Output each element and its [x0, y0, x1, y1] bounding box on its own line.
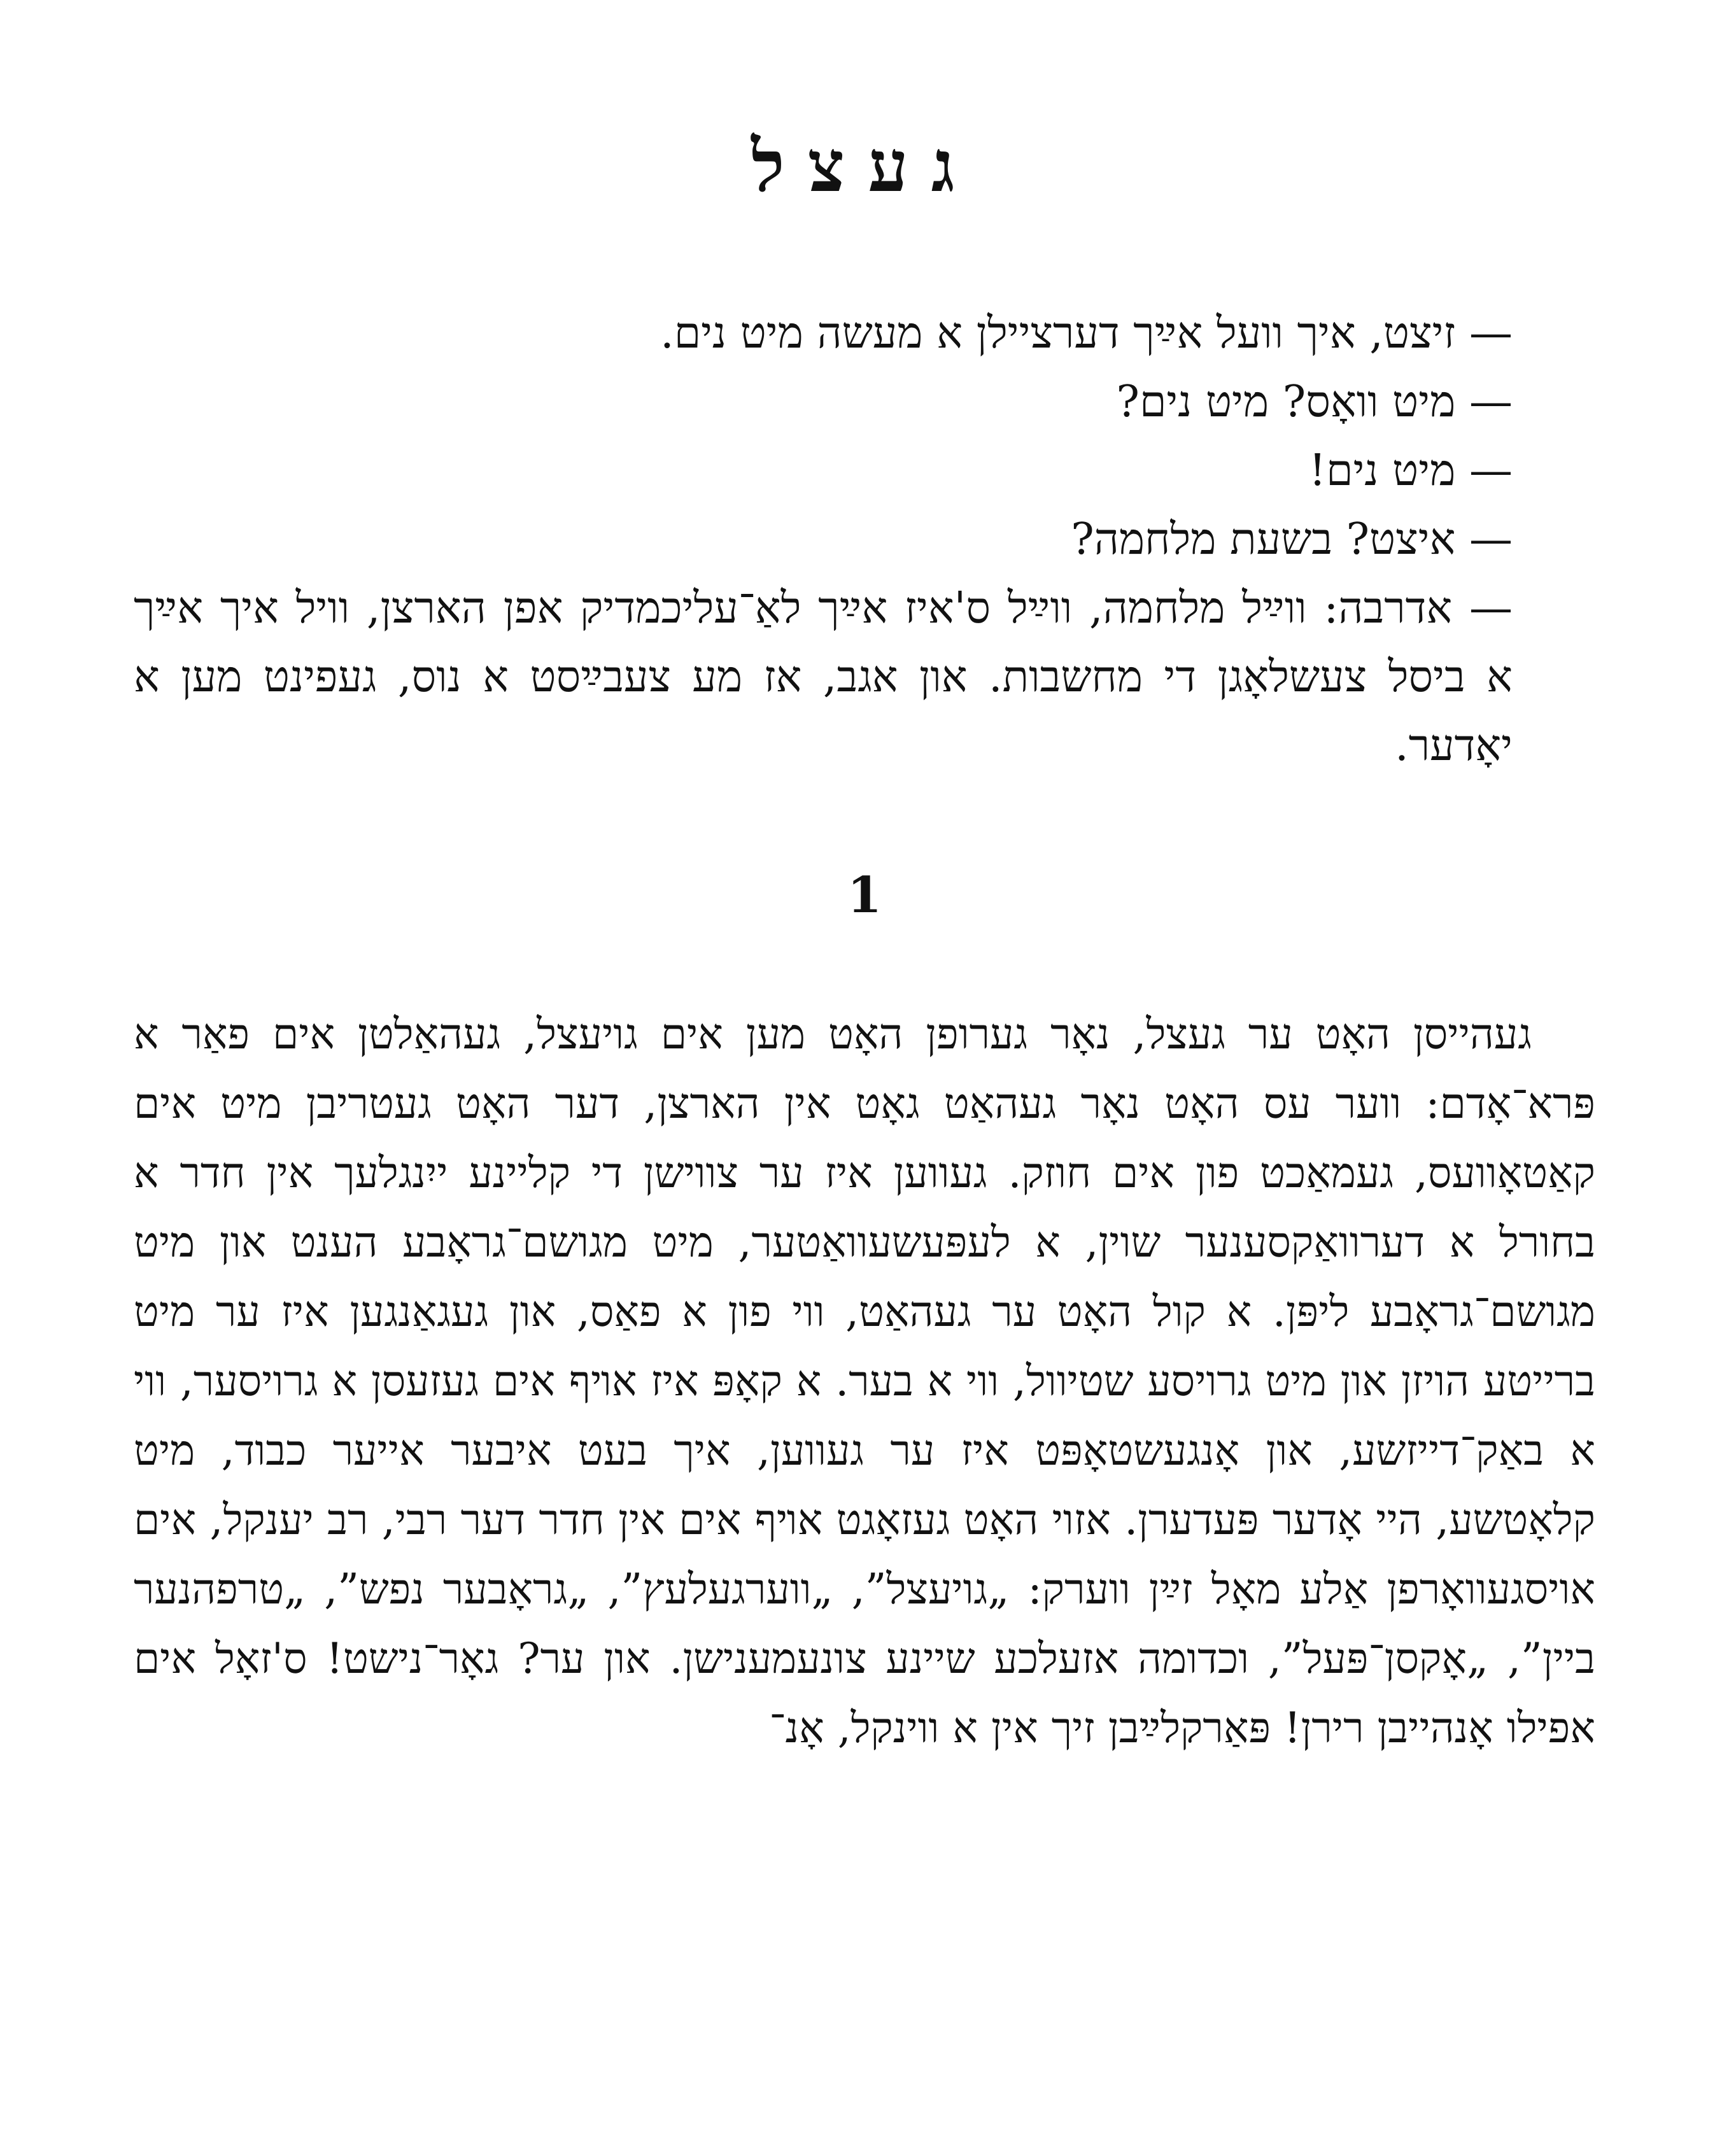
dialogue-line: — אדרבה: ווײַל מלחמה, ווײַל ס'איז אײַך לאַ־עליכמדיק אפן הארצן, וויל איך אײַך א ביסל צעשלאָגן די מחשבות. און אגב, אז מע צעבײַסט א נוס, געפינט מען א יאָדער. [134, 583, 1513, 771]
section-number: 1 [847, 866, 882, 924]
body-paragraph: געהייסן האָט ער געצל, נאָר גערופן האָט מען אים גויעצל, געהאַלטן אים פאַר א פּרא־אָדם: ווער עס האָט נאָר געהאַט גאָט אין הארצן, דער האָט געטריבן מיט אים קאַטאָוועס, געמאַכט פון אים חוזק. געווען איז ער צווישן די קליינע ייִנגלעך אין חדר א בחורל א דערוואַקסענער שוין, א לעפּעשעוואַטער, מיט מגושם־גראָבע הענט און מיט מגושם־גראָבע ליפּן. א קול האָט ער געהאַט, ווי פון א פאַס, און געגאַנגען איז ער מיט ברייטע הויזן און מיט גרויסע שטיוול, ווי א בער. א קאָפּ איז אױף אים געזעסן א גרויסער, ווי א באַק־דייזשע, און אָנגעשטאָפּט איז ער געווען, איך בעט איבער אייער כבוד, מיט קלאָטשע, היי אָדער פּעדערן. אזוי האָט געזאָגט אױף אים אין חדר דער רבי, רב יענקל, אים אויסגעוואָרפן אַלע מאָל זײַן ווערק: „גויעצל”, „ווערגעלעץ”, „גראָבער נפש”, „טרפהנער ביין”, „אָקסן־פּעל”, וכדומה אזעלכע שיינע צונעמענישן. און ער? גאָר־נישט! ס'זאָל אים אפילו אָנהייבן רירן! פּאַרקלײַבן זיך אין א ווינקל, אָנ־ [134, 1010, 1595, 1752]
opening-dialogue [134, 299, 1513, 780]
dialogue-line: — מיט נים! [1308, 446, 1513, 496]
chapter-title: געצל [751, 125, 978, 209]
dialogue-line: — זיצט, איך וועל אײַך דערציילן א מעשה מיט נים. [660, 308, 1513, 358]
dialogue-line: — איצט? בשעת מלחמה? [1071, 514, 1513, 565]
dialogue-line: — מיט וואָס? מיט נים? [1116, 377, 1513, 427]
body-text [134, 999, 1595, 1763]
